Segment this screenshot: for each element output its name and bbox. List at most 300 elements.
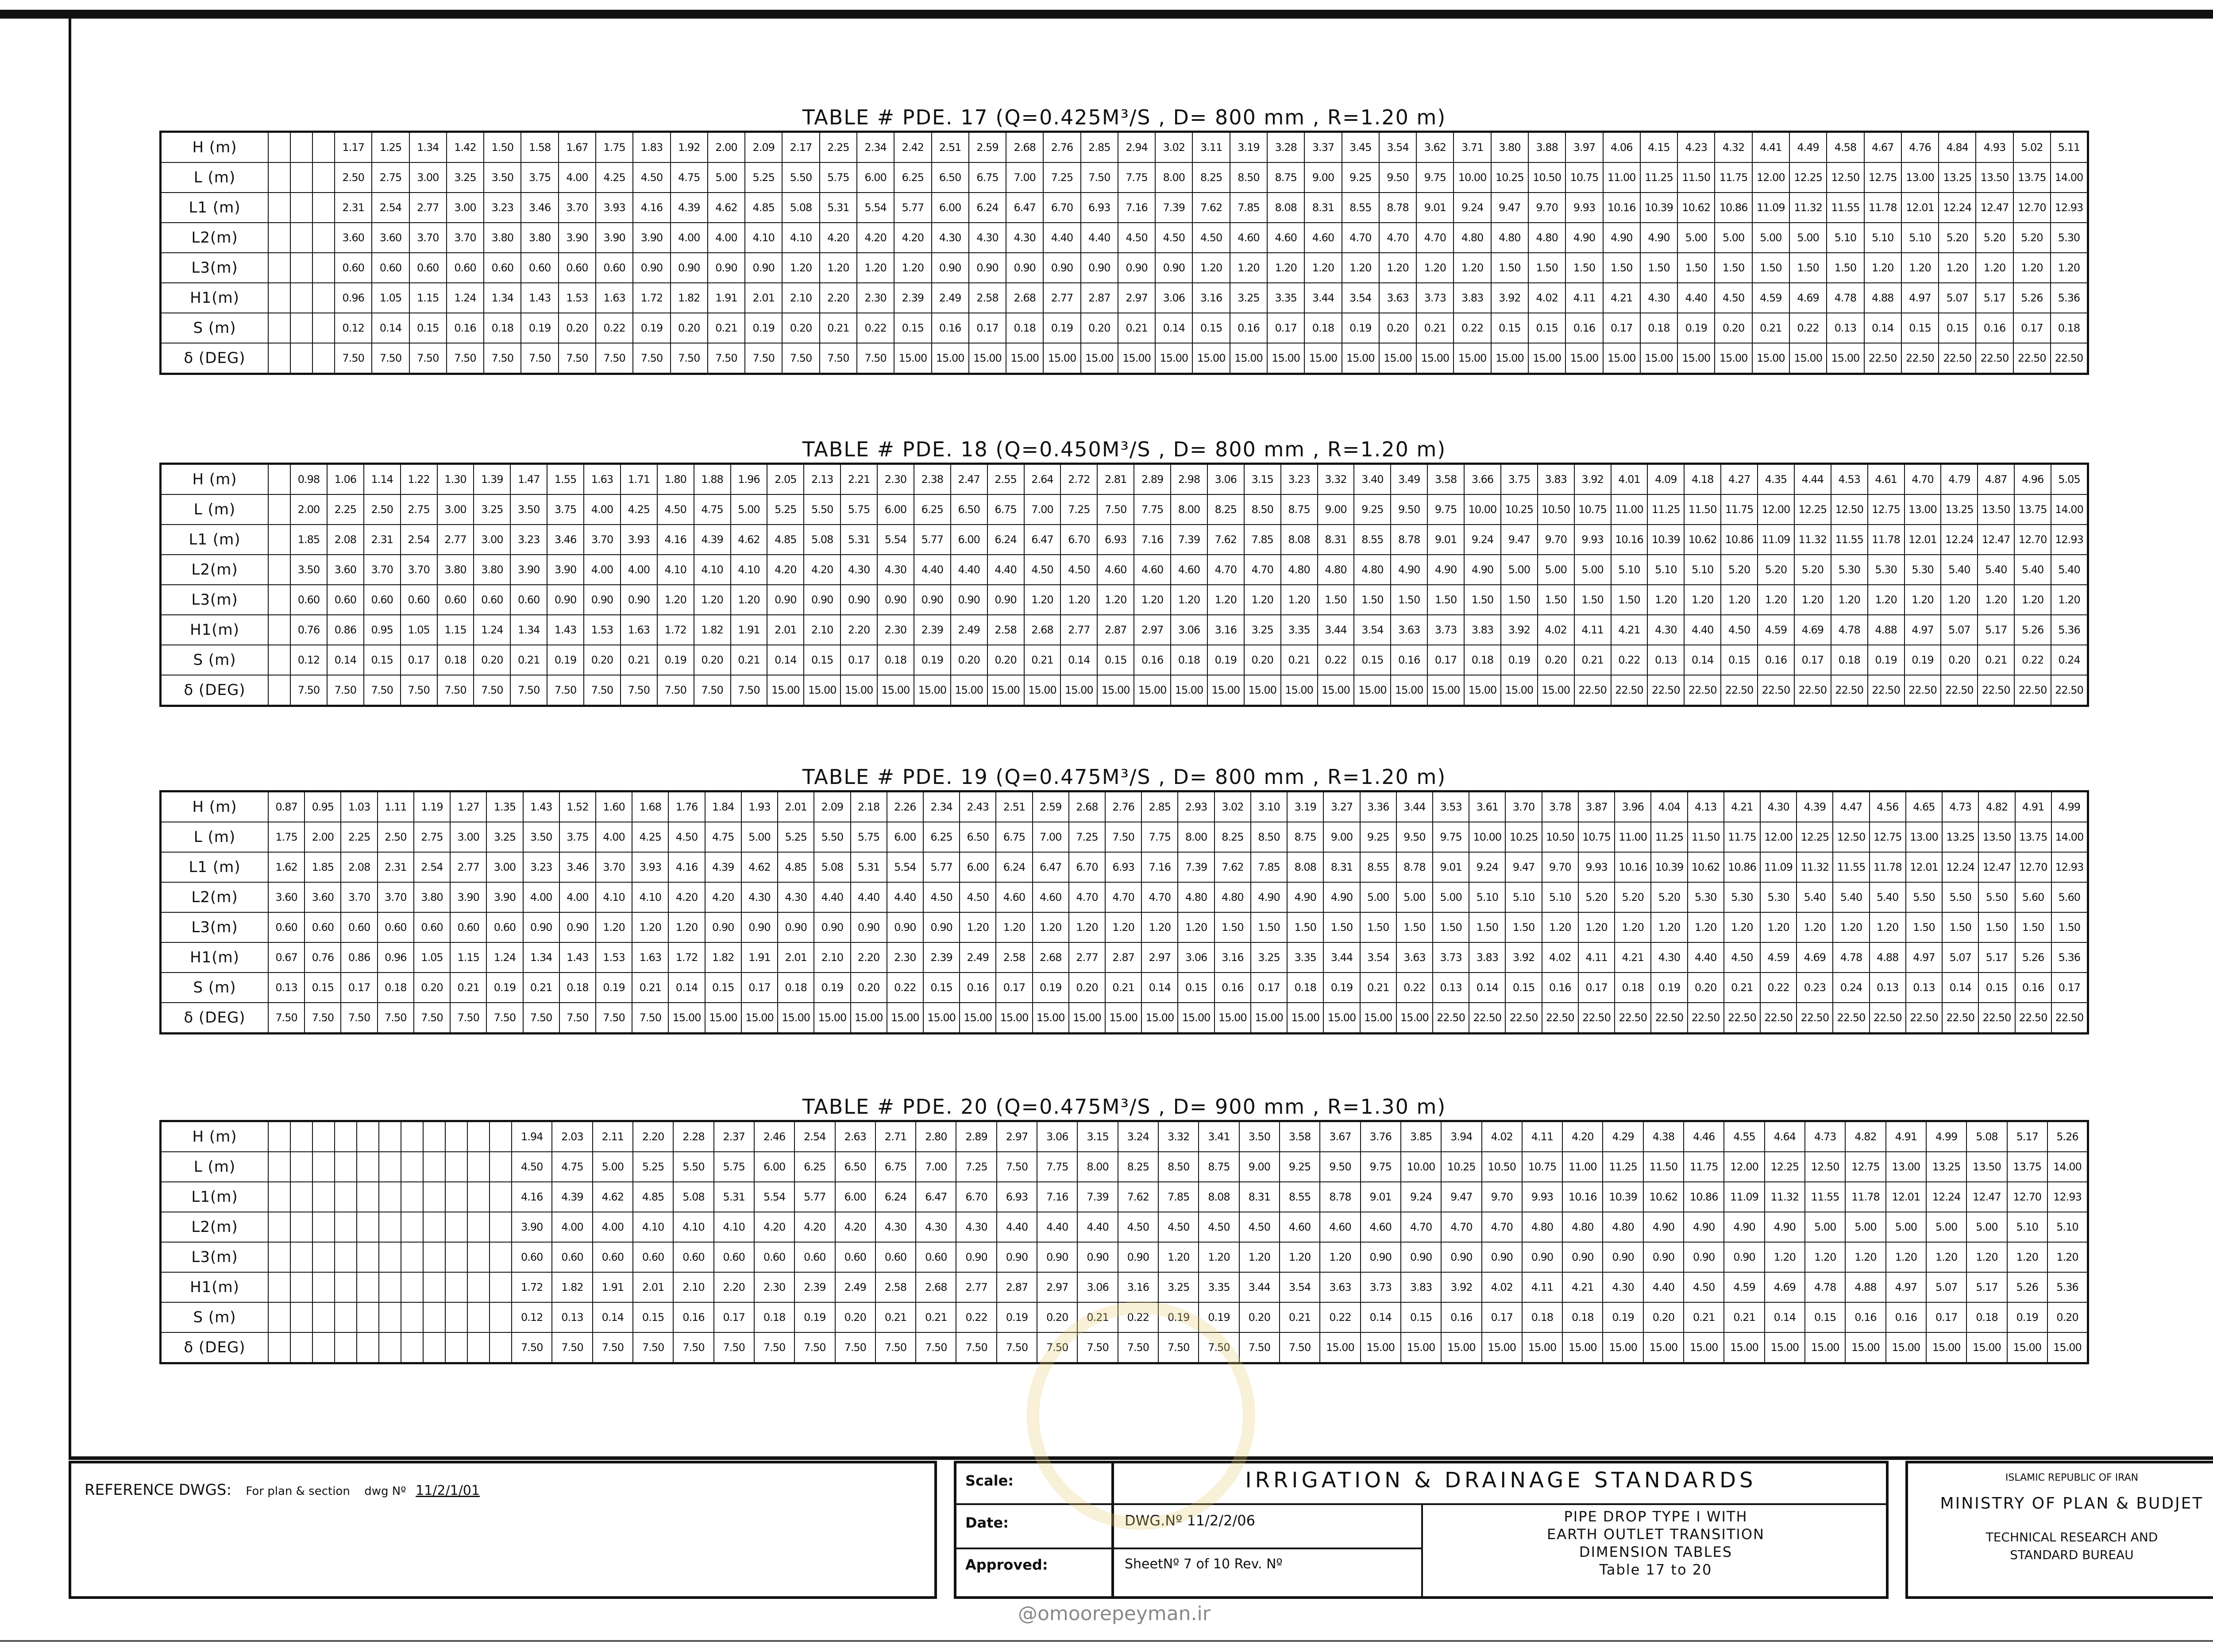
table-cell: 2.11: [593, 1121, 633, 1152]
table-cell: 4.78: [1831, 615, 1868, 645]
table-cell: 4.70: [1069, 882, 1105, 912]
table-cell: 4.02: [1482, 1272, 1522, 1302]
table-cell: 7.50: [714, 1332, 754, 1363]
table-cell: 0.19: [997, 1302, 1037, 1332]
table-cell: 22.50: [1941, 675, 1978, 706]
table-cell: 0.20: [1081, 313, 1118, 343]
table-cell: 1.76: [668, 791, 705, 822]
table-cell: 4.79: [1941, 464, 1978, 495]
empty-cell: [467, 1212, 490, 1242]
table-cell: 5.00: [708, 162, 745, 193]
table-cell: 11.78: [1870, 852, 1906, 882]
table-cell: 0.60: [372, 253, 409, 283]
table-cell: 3.16: [1214, 942, 1251, 973]
row-label: L3(m): [161, 253, 269, 283]
row-label: L3(m): [161, 585, 269, 615]
table-cell: 5.10: [2007, 1212, 2047, 1242]
table-cell: 6.50: [960, 822, 996, 852]
table-cell: 2.51: [932, 132, 969, 163]
table-cell: 11.78: [1864, 193, 1901, 223]
table-cell: 4.40: [951, 555, 987, 585]
empty-cell: [423, 1212, 445, 1242]
empty-cell: [268, 313, 290, 343]
table-cell: 0.20: [474, 645, 510, 675]
table-cell: 5.50: [1978, 882, 2015, 912]
table-cell: 12.50: [1827, 162, 1864, 193]
table-cell: 3.60: [335, 223, 372, 253]
table-cell: 15.00: [1966, 1332, 2007, 1363]
table-cell: 0.21: [1574, 645, 1611, 675]
table-cell: 1.14: [364, 464, 401, 495]
table-cell: 0.15: [1097, 645, 1134, 675]
table-cell: 2.30: [887, 942, 923, 973]
table-cell: 3.92: [1574, 464, 1611, 495]
table-cell: 2.34: [857, 132, 894, 163]
table-cell: 3.35: [1267, 283, 1304, 313]
reference-description: For plan & section: [246, 1485, 350, 1498]
table-cell: 4.59: [1724, 1272, 1764, 1302]
table-cell: 10.00: [1401, 1152, 1441, 1182]
table-cell: 11.32: [1789, 193, 1827, 223]
empty-cell: [290, 1242, 312, 1272]
table-cell: 2.50: [378, 822, 414, 852]
table-cell: 4.30: [875, 1212, 916, 1242]
table-cell: 11.00: [1562, 1152, 1603, 1182]
table-cell: 4.00: [523, 882, 559, 912]
table-cell: 0.90: [633, 253, 670, 283]
table-cell: 1.50: [1427, 585, 1464, 615]
table-cell: 12.75: [1870, 822, 1906, 852]
table-cell: 1.50: [484, 132, 521, 163]
table-cell: 1.39: [474, 464, 510, 495]
table-cell: 0.14: [1361, 1302, 1401, 1332]
table-cell: 1.50: [1827, 253, 1864, 283]
table-cell: 4.73: [1805, 1121, 1845, 1152]
table-row: [161, 675, 2088, 706]
table-cell: 5.17: [1976, 283, 2013, 313]
empty-cell: [290, 1272, 312, 1302]
table-cell: 5.20: [1615, 882, 1651, 912]
table-cell: 4.50: [1721, 615, 1758, 645]
table-cell: 10.16: [1611, 525, 1648, 555]
table-cell: 0.21: [632, 973, 668, 1003]
table-cell: 5.40: [1870, 882, 1906, 912]
table-cell: 4.30: [1760, 791, 1797, 822]
table-cell: 22.50: [1797, 1003, 1833, 1034]
table-cell: 4.85: [745, 193, 782, 223]
table-cell: 0.22: [956, 1302, 996, 1332]
table-cell: 4.50: [1158, 1212, 1199, 1242]
table-cell: 1.20: [1280, 1242, 1320, 1272]
table-cell: 0.90: [956, 1242, 996, 1272]
table-cell: 6.00: [877, 494, 914, 525]
table-cell: 15.00: [1603, 343, 1640, 374]
table-cell: 7.62: [1207, 525, 1244, 555]
table-cell: 4.88: [1845, 1272, 1885, 1302]
table-cell: 0.20: [1941, 645, 1978, 675]
table-cell: 0.19: [1651, 973, 1687, 1003]
table-cell: 11.09: [1758, 525, 1794, 555]
table-cell: 0.13: [268, 973, 305, 1003]
table-cell: 3.00: [474, 525, 510, 555]
table-cell: 7.50: [378, 1003, 414, 1034]
table-cell: 4.50: [668, 822, 705, 852]
table-cell: 12.93: [2051, 852, 2088, 882]
table-cell: 4.10: [673, 1212, 713, 1242]
table-cell: 4.30: [1006, 223, 1043, 253]
table-cell: 7.50: [694, 675, 731, 706]
empty-cell: [312, 1272, 335, 1302]
table-cell: 9.24: [1453, 193, 1491, 223]
table-cell: 10.39: [1647, 525, 1684, 555]
table-cell: 1.63: [632, 942, 668, 973]
table-cell: 0.17: [1251, 973, 1287, 1003]
empty-cell: [379, 1212, 401, 1242]
table-cell: 0.21: [1360, 973, 1396, 1003]
table-cell: 3.16: [1118, 1272, 1158, 1302]
table-cell: 4.90: [1251, 882, 1287, 912]
table-cell: 0.90: [1643, 1242, 1684, 1272]
table-cell: 3.90: [450, 882, 486, 912]
table-cell: 4.50: [1199, 1212, 1239, 1242]
table-cell: 5.07: [1939, 283, 1976, 313]
table-cell: 12.47: [1978, 852, 2015, 882]
table-cell: 0.21: [708, 313, 745, 343]
table-cell: 8.00: [1178, 822, 1214, 852]
table-cell: 0.20: [1239, 1302, 1280, 1332]
table-cell: 4.39: [671, 193, 708, 223]
table-row: [161, 973, 2088, 1003]
table-cell: 15.00: [851, 1003, 887, 1034]
table-cell: 1.20: [1941, 585, 1978, 615]
table-cell: 3.90: [633, 223, 670, 253]
table-cell: 22.50: [2013, 343, 2051, 374]
table-cell: 8.31: [1323, 852, 1360, 882]
empty-cell: [445, 1121, 467, 1152]
table-cell: 2.68: [1006, 283, 1043, 313]
table-cell: 4.90: [1323, 882, 1360, 912]
table-cell: 0.60: [916, 1242, 956, 1272]
table-cell: 2.08: [341, 852, 377, 882]
table-cell: 3.90: [512, 1212, 552, 1242]
table-cell: 10.50: [1542, 822, 1578, 852]
table-cell: 10.50: [1538, 494, 1574, 525]
table-cell: 1.20: [1097, 585, 1134, 615]
table-cell: 6.50: [835, 1152, 875, 1182]
table-cell: 0.60: [596, 253, 633, 283]
table-cell: 9.70: [1542, 852, 1578, 882]
table-cell: 7.50: [552, 1332, 592, 1363]
table-cell: 10.00: [1453, 162, 1491, 193]
row-label: δ (DEG): [161, 675, 269, 706]
table-cell: 4.82: [1978, 791, 2015, 822]
table-cell: 0.17: [969, 313, 1006, 343]
empty-cell: [445, 1272, 467, 1302]
empty-cell: [490, 1121, 512, 1152]
table-cell: 12.75: [1864, 162, 1901, 193]
table-cell: 7.50: [484, 343, 521, 374]
table-cell: 0.15: [1939, 313, 1976, 343]
table-cell: 0.21: [1024, 645, 1061, 675]
table-cell: 22.50: [2051, 1003, 2088, 1034]
table-cell: 9.24: [1464, 525, 1501, 555]
table-cell: 7.50: [1077, 1332, 1118, 1363]
table-cell: 1.20: [1976, 253, 2013, 283]
table-cell: 4.16: [657, 525, 694, 555]
table-row: [161, 132, 2088, 163]
empty-cell: [290, 1212, 312, 1242]
table-cell: 12.01: [1886, 1182, 1926, 1212]
table-cell: 1.20: [1833, 912, 1869, 942]
table-cell: 4.90: [1765, 1212, 1805, 1242]
table-cell: 13.75: [2015, 822, 2051, 852]
table-cell: 0.18: [559, 973, 596, 1003]
row-label: L1 (m): [161, 525, 269, 555]
table-cell: 15.00: [1752, 343, 1789, 374]
table-cell: 4.80: [1318, 555, 1354, 585]
empty-cell: [312, 253, 335, 283]
table-cell: 8.50: [1158, 1152, 1199, 1182]
table-cell: 4.40: [814, 882, 850, 912]
table-cell: 15.00: [1304, 343, 1342, 374]
table-cell: 3.83: [1469, 942, 1505, 973]
table-cell: 0.16: [1134, 645, 1171, 675]
table-cell: 0.15: [633, 1302, 673, 1332]
table-cell: 7.50: [290, 675, 327, 706]
table-cell: 15.00: [1724, 1332, 1764, 1363]
table-cell: 0.14: [372, 313, 409, 343]
table-cell: 3.88: [1528, 132, 1565, 163]
table-cell: 1.50: [1505, 912, 1542, 942]
table-cell: 6.75: [996, 822, 1032, 852]
table-cell: 4.41: [1752, 132, 1789, 163]
table-cell: 22.50: [1978, 1003, 2015, 1034]
table-cell: 1.20: [1688, 912, 1724, 942]
table-cell: 15.00: [1033, 1003, 1069, 1034]
table-cell: 22.50: [1833, 1003, 1869, 1034]
table-cell: 1.50: [1469, 912, 1505, 942]
table-cell: 0.20: [1244, 645, 1281, 675]
table-cell: 0.19: [1033, 973, 1069, 1003]
table-cell: 3.44: [1318, 615, 1354, 645]
table-cell: 11.75: [1724, 822, 1760, 852]
table-cell: 12.50: [1805, 1152, 1845, 1182]
table-cell: 0.17: [2051, 973, 2088, 1003]
table-cell: 7.50: [1037, 1332, 1077, 1363]
empty-cell: [268, 1332, 290, 1363]
table-cell: 3.19: [1230, 132, 1267, 163]
table-cell: 5.10: [1611, 555, 1648, 585]
table-cell: 7.50: [745, 343, 782, 374]
table-cell: 4.04: [1651, 791, 1687, 822]
table-cell: 9.01: [1416, 193, 1453, 223]
table-cell: 0.21: [1978, 645, 2014, 675]
table-cell: 0.60: [559, 253, 596, 283]
table-cell: 2.54: [401, 525, 437, 555]
table-cell: 4.85: [778, 852, 814, 882]
table-cell: 2.97: [997, 1121, 1037, 1152]
table-cell: 4.02: [1538, 615, 1574, 645]
table-cell: 4.99: [1926, 1121, 1966, 1152]
row-label: L (m): [161, 162, 269, 193]
table-cell: 1.20: [1845, 1242, 1885, 1272]
table-cell: 3.40: [1354, 464, 1391, 495]
table-cell: 22.50: [1906, 1003, 1942, 1034]
table-cell: 0.14: [1155, 313, 1192, 343]
table-cell: 6.50: [932, 162, 969, 193]
table-cell: 0.18: [1006, 313, 1043, 343]
table-cell: 4.18: [1684, 464, 1721, 495]
table-cell: 4.20: [668, 882, 705, 912]
table-cell: 0.15: [409, 313, 447, 343]
table-cell: 15.00: [1565, 343, 1603, 374]
table-cell: 0.90: [877, 585, 914, 615]
table-cell: 0.19: [1207, 645, 1244, 675]
empty-cell: [268, 253, 290, 283]
table-cell: 8.31: [1318, 525, 1354, 555]
table-cell: 15.00: [1491, 343, 1528, 374]
table-cell: 1.34: [409, 132, 447, 163]
table-cell: 22.50: [1760, 1003, 1797, 1034]
table-cell: 11.75: [1715, 162, 1752, 193]
table-cell: 1.42: [447, 132, 484, 163]
row-label: L2(m): [161, 1212, 269, 1242]
table-cell: 11.25: [1640, 162, 1677, 193]
table-cell: 10.25: [1501, 494, 1538, 525]
table-cell: 5.00: [1845, 1212, 1885, 1242]
table-cell: 2.58: [875, 1272, 916, 1302]
table-cell: 7.50: [327, 675, 364, 706]
table-cell: 0.90: [840, 585, 877, 615]
table-cell: 0.86: [327, 615, 364, 645]
table-cell: 6.00: [951, 525, 987, 555]
table-cell: 0.60: [486, 912, 523, 942]
table-cell: 2.39: [894, 283, 931, 313]
table-row: [161, 555, 2088, 585]
table-cell: 4.30: [956, 1212, 996, 1242]
table-cell: 1.91: [731, 615, 767, 645]
sheet-number: SheetNº 7 of 10 Rev. Nº: [1125, 1556, 1283, 1572]
table-cell: 4.40: [1677, 283, 1715, 313]
table-row: [161, 464, 2088, 495]
table-cell: 0.95: [305, 791, 341, 822]
empty-cell: [335, 1212, 357, 1242]
table-cell: 9.01: [1427, 525, 1464, 555]
table-cell: 2.75: [401, 494, 437, 525]
table-cell: 7.16: [1037, 1182, 1077, 1212]
table-cell: 3.75: [547, 494, 584, 525]
table-cell: 0.18: [1287, 973, 1323, 1003]
table-cell: 6.24: [969, 193, 1006, 223]
table-cell: 0.90: [778, 912, 814, 942]
table-cell: 1.72: [512, 1272, 552, 1302]
table-cell: 4.16: [668, 852, 705, 882]
table-cell: 15.00: [814, 1003, 850, 1034]
table-cell: 10.62: [1684, 525, 1721, 555]
empty-cell: [490, 1302, 512, 1332]
table-cell: 15.00: [1155, 343, 1192, 374]
table-cell: 4.88: [1868, 615, 1905, 645]
table-cell: 3.87: [1578, 791, 1615, 822]
table-cell: 2.30: [857, 283, 894, 313]
empty-cell: [335, 1332, 357, 1363]
table-cell: 2.75: [414, 822, 450, 852]
table-cell: 1.50: [1942, 912, 1978, 942]
table-cell: 1.43: [523, 791, 559, 822]
table-cell: 7.39: [1171, 525, 1207, 555]
empty-cell: [335, 1242, 357, 1272]
table-caption: TABLE # PDE. 20 (Q=0.475M³/S , D= 900 mm , R=1.30 m): [802, 1095, 1446, 1119]
table-cell: 15.00: [1441, 1332, 1481, 1363]
empty-cell: [268, 464, 290, 495]
table-cell: 0.20: [2047, 1302, 2088, 1332]
row-label: H1(m): [161, 942, 269, 973]
table-cell: 4.20: [705, 882, 741, 912]
table-cell: 1.15: [409, 283, 447, 313]
table-cell: 0.90: [1401, 1242, 1441, 1272]
table-row: [161, 791, 2088, 822]
table-cell: 22.50: [1574, 675, 1611, 706]
table-cell: 5.50: [1906, 882, 1942, 912]
table-cell: 3.15: [1077, 1121, 1118, 1152]
table-cell: 4.13: [1688, 791, 1724, 822]
table-cell: 1.20: [1320, 1242, 1360, 1272]
table-cell: 0.90: [671, 253, 708, 283]
table-cell: 0.60: [341, 912, 377, 942]
table-cell: 8.25: [1214, 822, 1251, 852]
table-cell: 11.09: [1760, 852, 1797, 882]
table-cell: 5.25: [745, 162, 782, 193]
table-cell: 5.50: [804, 494, 840, 525]
table-cell: 0.16: [932, 313, 969, 343]
table-cell: 4.10: [694, 555, 731, 585]
table-cell: 2.09: [814, 791, 850, 822]
table-cell: 0.21: [510, 645, 547, 675]
table-cell: 0.17: [1427, 645, 1464, 675]
empty-cell: [312, 1302, 335, 1332]
table-cell: 15.00: [1805, 1332, 1845, 1363]
table-cell: 2.28: [673, 1121, 713, 1152]
table-cell: 0.90: [745, 253, 782, 283]
table-cell: 4.50: [1684, 1272, 1724, 1302]
row-label: H (m): [161, 1121, 269, 1152]
table-cell: 1.91: [741, 942, 778, 973]
table-cell: 9.24: [1401, 1182, 1441, 1212]
dimension-table-block: [159, 764, 2089, 1034]
table-cell: 7.25: [1069, 822, 1105, 852]
row-label: L3(m): [161, 1242, 269, 1272]
table-cell: 7.50: [596, 343, 633, 374]
table-cell: 3.92: [1501, 615, 1538, 645]
table-cell: 0.17: [341, 973, 377, 1003]
table-cell: 2.68: [1024, 615, 1061, 645]
empty-cell: [290, 1121, 312, 1152]
table-row: [161, 615, 2088, 645]
row-label: δ (DEG): [161, 1003, 269, 1034]
table-cell: 3.50: [510, 494, 547, 525]
table-cell: 15.00: [1141, 1003, 1178, 1034]
table-cell: 5.77: [914, 525, 951, 555]
table-cell: 1.20: [2013, 253, 2051, 283]
table-cell: 1.50: [1354, 585, 1391, 615]
table-cell: 1.20: [2051, 585, 2088, 615]
table-cell: 2.18: [851, 791, 887, 822]
table-cell: 1.91: [593, 1272, 633, 1302]
table-cell: 5.31: [820, 193, 857, 223]
table-cell: 1.20: [596, 912, 632, 942]
table-cell: 11.55: [1833, 852, 1869, 882]
table-cell: 1.20: [894, 253, 931, 283]
